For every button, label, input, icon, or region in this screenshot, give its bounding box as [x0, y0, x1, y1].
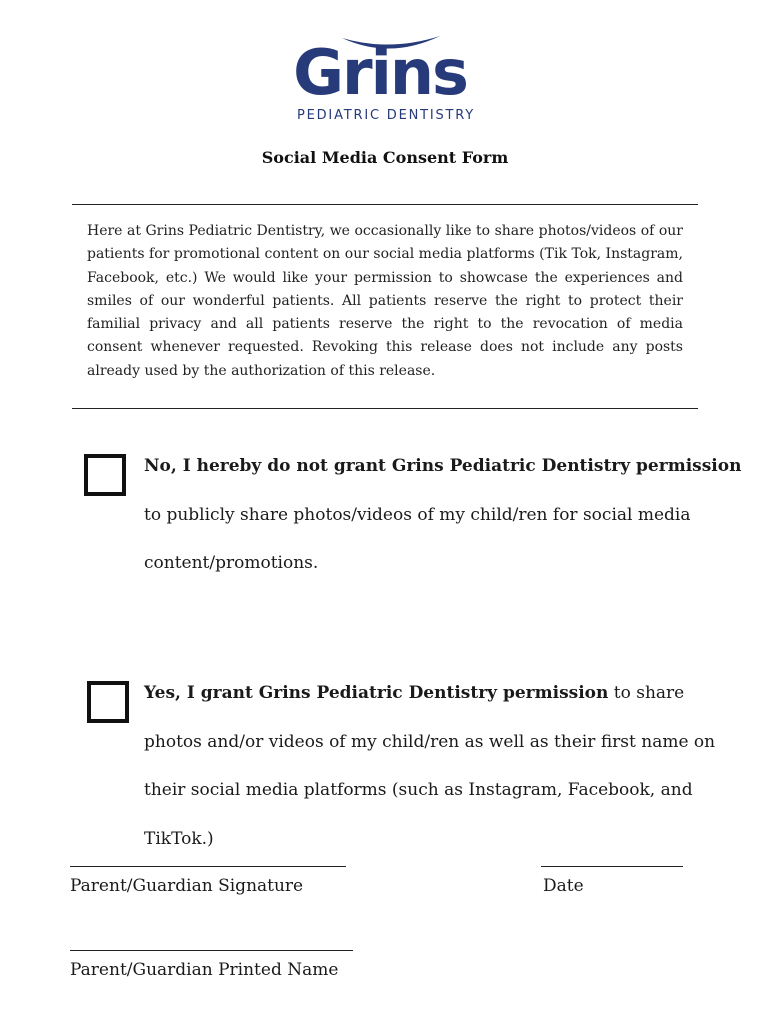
logo-brand: Grins: [293, 36, 467, 109]
date-line[interactable]: [541, 866, 683, 867]
grant-option-rest: to share photos and/or videos of my child/ren as well as their first name on their social media platforms (such as Instagram, Facebook, and TikTok.): [144, 683, 716, 849]
printed-name-label: Parent/Guardian Printed Name: [70, 960, 339, 980]
page-title: Social Media Consent Form: [261, 148, 509, 167]
signature-label: Parent/Guardian Signature: [70, 876, 304, 896]
grant-option-text: [144, 669, 744, 863]
intro-paragraph: Here at Grins Pediatric Dentistry, we occasionally like to share photos/videos of our patients for promotional content on our social media platforms (Tik Tok, Instagram, Facebook, etc.) We would like your permission to showcase the experiences and smiles of our wonderful patients. All patients reserve the right to protect their familial privacy and all patients reserve the right to the revocation of media consent whenever requested. Revoking this release does not include any posts already used by the authorization of this release.: [87, 223, 683, 379]
logo-subtitle: PEDIATRIC DENTISTRY: [296, 108, 476, 123]
divider-top: [72, 204, 698, 205]
printed-name-line[interactable]: [70, 950, 353, 951]
date-label: Date: [543, 876, 584, 896]
decline-option-text: [144, 442, 744, 588]
decline-option-rest: to publicly share photos/videos of my child/ren for social media content/promotions.: [144, 504, 691, 573]
grant-option-bold: Yes, I grant Grins Pediatric Dentistry permission: [144, 683, 609, 703]
grant-checkbox[interactable]: [87, 681, 129, 723]
signature-line[interactable]: [70, 866, 346, 867]
logo: [290, 30, 485, 130]
divider-bottom: [72, 408, 698, 409]
decline-checkbox[interactable]: [84, 454, 126, 496]
decline-option-bold: No, I hereby do not grant Grins Pediatric Dentistry permission: [144, 456, 742, 476]
